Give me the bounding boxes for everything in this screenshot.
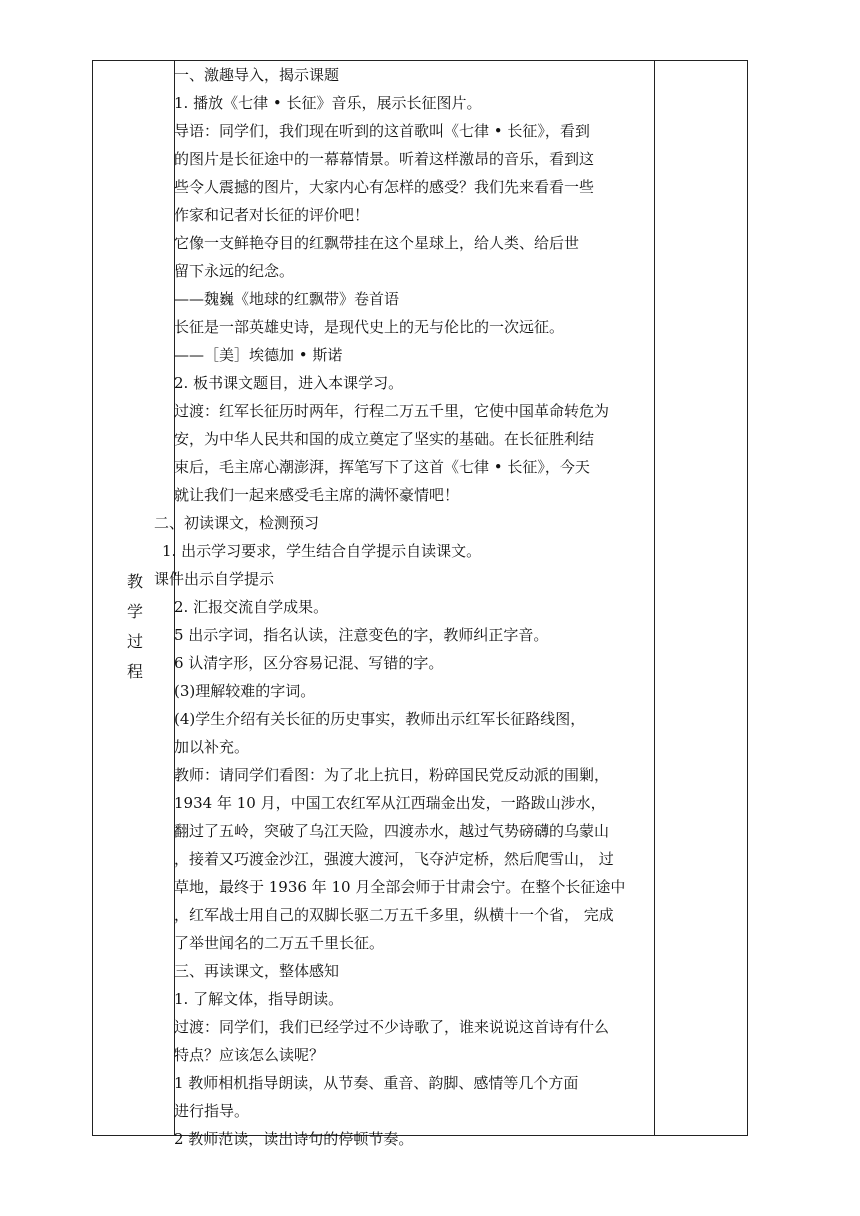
text-line: 三、再读课文，整体感知: [174, 962, 340, 980]
text-line: 1. 出示学习要求，学生结合自学提示自读课文。: [162, 542, 482, 560]
text-line: 长征是一部英雄史诗，是现代史上的无与伦比的一次远征。: [174, 318, 565, 336]
text-line: 了举世闻名的二万五千里长征。: [174, 934, 385, 952]
text-line: 过渡：红军长征历时两年，行程二万五千里，它使中国革命转危为: [174, 402, 610, 420]
text-line: 导语：同学们，我们现在听到的这首歌叫《七律 • 长征》，看到: [174, 122, 590, 140]
text-line: ，接着又巧渡金沙江，强渡大渡河，飞夺泸定桥，然后爬雪山， 过: [174, 850, 614, 868]
text-line: 加以补充。: [174, 738, 250, 756]
text-line: 一、激趣导入，揭示课题: [174, 66, 340, 84]
text-line: 翻过了五岭，突破了乌江天险，四渡赤水，越过气势磅礴的乌蒙山: [174, 822, 610, 840]
text-line: 安，为中华人民共和国的成立奠定了坚实的基础。在长征胜利结: [174, 430, 595, 448]
text-line: ——魏巍《地球的红飘带》卷首语: [174, 290, 400, 308]
text-line: 些令人震撼的图片，大家内心有怎样的感受？我们先来看看一些: [174, 178, 595, 196]
text-line: 二、初读课文，检测预习: [154, 514, 320, 532]
text-line: 2. 汇报交流自学成果。: [174, 598, 329, 616]
text-line: (4)学生介绍有关长征的历史事实，教师出示红军长征路线图，: [174, 710, 586, 728]
text-line: 作家和记者对长征的评价吧！: [174, 206, 370, 224]
text-line: 就让我们一起来感受毛主席的满怀豪情吧！: [174, 486, 460, 504]
text-line: 教师：请同学们看图：为了北上抗日，粉碎国民党反动派的围剿，: [174, 766, 610, 784]
row-label-char: 程: [126, 662, 143, 681]
text-line: 它像一支鲜艳夺目的红飘带挂在这个星球上，给人类、给后世: [174, 234, 580, 252]
row-label-char: 教: [126, 572, 143, 591]
text-line: 1934 年 10 月，中国工农红军从江西瑞金出发，一路跋山涉水，: [174, 794, 606, 812]
text-line: 束后，毛主席心潮澎湃，挥笔写下了这首《七律 • 长征》，今天: [174, 458, 590, 476]
row-label-char: 学: [126, 602, 143, 621]
text-line: 草地，最终于 1936 年 10 月全部会师于甘肃会宁。在整个长征途中: [174, 878, 626, 896]
text-line: 1 教师相机指导朗读，从节奏、重音、韵脚、感情等几个方面: [174, 1074, 579, 1092]
text-line: 1. 了解文体，指导朗读。: [174, 990, 344, 1008]
row-label-char: 过: [126, 632, 143, 651]
text-line: 1. 播放《七律 • 长征》音乐，展示长征图片。: [174, 94, 482, 112]
text-line: ，红军战士用自己的双脚长驱二万五千多里，纵横十一个省， 完成: [174, 906, 614, 924]
column-divider: [654, 61, 655, 1135]
text-line: 2 教师范读，读出诗句的停顿节奏。: [174, 1130, 414, 1148]
text-line: ——［美］埃德加 • 斯诺: [174, 346, 343, 364]
text-line: 特点？应该怎么读呢？: [174, 1046, 325, 1064]
text-line: 课件出示自学提示: [154, 570, 275, 588]
text-line: 2. 板书课文题目，进入本课学习。: [174, 374, 404, 392]
text-line: 5 出示字词，指名认读，注意变色的字，教师纠正字音。: [174, 626, 549, 644]
text-line: 过渡：同学们，我们已经学过不少诗歌了，谁来说说这首诗有什么: [174, 1018, 610, 1036]
text-line: 6 认清字形，区分容易记混、写错的字。: [174, 654, 444, 672]
row-label: [123, 567, 147, 687]
text-line: 的图片是长征途中的一幕幕情景。听着这样激昂的音乐，看到这: [174, 150, 595, 168]
text-line: (3)理解较难的字词。: [174, 682, 316, 700]
text-line: 留下永远的纪念。: [174, 262, 295, 280]
text-line: 进行指导。: [174, 1102, 250, 1120]
